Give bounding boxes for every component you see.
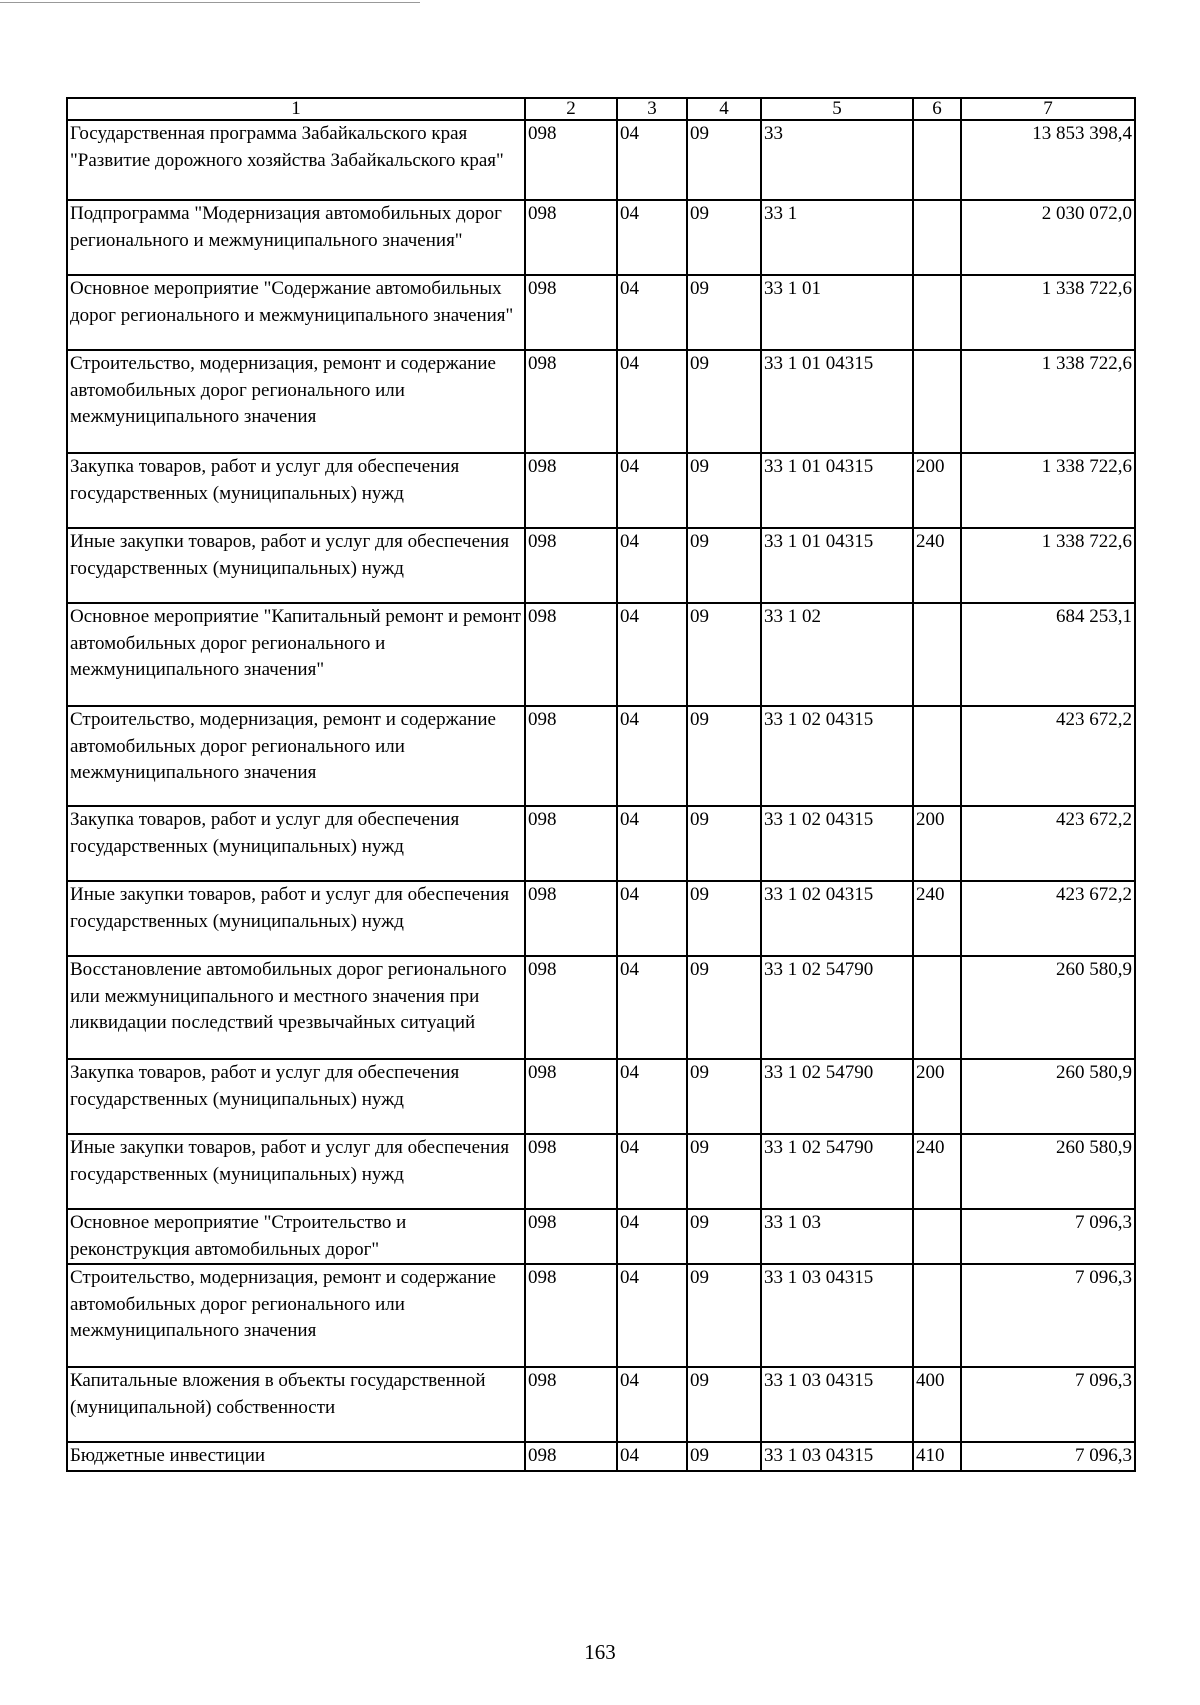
row-expense-type-code	[913, 956, 961, 1059]
row-section-code: 04	[617, 120, 687, 200]
header-col-7: 7	[961, 98, 1135, 120]
row-ved-code: 098	[525, 200, 617, 275]
header-col-6: 6	[913, 98, 961, 120]
row-amount: 260 580,9	[961, 1059, 1135, 1134]
row-expense-type-code: 240	[913, 1134, 961, 1209]
row-name: Иные закупки товаров, работ и услуг для обеспечения государственных (муниципальных) нужд	[67, 881, 525, 956]
row-target-code: 33 1 03 04315	[761, 1367, 913, 1442]
row-section-code: 04	[617, 706, 687, 806]
row-section-code: 04	[617, 1367, 687, 1442]
row-name: Основное мероприятие "Строительство и реконструкция автомобильных дорог"	[67, 1209, 525, 1264]
row-amount: 423 672,2	[961, 881, 1135, 956]
row-ved-code: 098	[525, 1367, 617, 1442]
row-name: Иные закупки товаров, работ и услуг для обеспечения государственных (муниципальных) нужд	[67, 1134, 525, 1209]
row-name: Закупка товаров, работ и услуг для обеспечения государственных (муниципальных) нужд	[67, 453, 525, 528]
row-section-code: 04	[617, 275, 687, 350]
row-section-code: 04	[617, 956, 687, 1059]
row-name: Строительство, модернизация, ремонт и содержание автомобильных дорог регионального или межмуниципального значения	[67, 706, 525, 806]
row-ved-code: 098	[525, 350, 617, 453]
row-amount: 7 096,3	[961, 1367, 1135, 1442]
table-row	[67, 528, 1135, 603]
row-amount: 260 580,9	[961, 1134, 1135, 1209]
table-row	[67, 1134, 1135, 1209]
row-expense-type-code: 200	[913, 1059, 961, 1134]
table-row	[67, 1442, 1135, 1471]
row-amount: 260 580,9	[961, 956, 1135, 1059]
row-amount: 7 096,3	[961, 1209, 1135, 1264]
row-section-code: 04	[617, 806, 687, 881]
row-section-code: 04	[617, 453, 687, 528]
row-target-code: 33	[761, 120, 913, 200]
row-ved-code: 098	[525, 1264, 617, 1367]
header-row	[67, 98, 1135, 120]
row-expense-type-code	[913, 1264, 961, 1367]
row-ved-code: 098	[525, 1059, 617, 1134]
header-col-5: 5	[761, 98, 913, 120]
row-name: Основное мероприятие "Капитальный ремонт и ремонт автомобильных дорог регионального и межмуниципального значения"	[67, 603, 525, 706]
row-name: Строительство, модернизация, ремонт и содержание автомобильных дорог регионального или межмуниципального значения	[67, 350, 525, 453]
row-target-code: 33 1 01 04315	[761, 453, 913, 528]
row-expense-type-code: 200	[913, 806, 961, 881]
row-target-code: 33 1 02 04315	[761, 806, 913, 881]
row-amount: 1 338 722,6	[961, 528, 1135, 603]
row-section-code: 04	[617, 1134, 687, 1209]
scan-edge-line	[0, 2, 420, 3]
row-target-code: 33 1 03	[761, 1209, 913, 1264]
row-name: Государственная программа Забайкальского края "Развитие дорожного хозяйства Забайкальского края"	[67, 120, 525, 200]
table-row	[67, 603, 1135, 706]
row-expense-type-code	[913, 275, 961, 350]
row-name: Основное мероприятие "Содержание автомобильных дорог регионального и межмуниципального значения"	[67, 275, 525, 350]
header-col-4: 4	[687, 98, 761, 120]
table-row	[67, 806, 1135, 881]
table-row	[67, 200, 1135, 275]
row-ved-code: 098	[525, 806, 617, 881]
row-subsection-code: 09	[687, 956, 761, 1059]
row-expense-type-code	[913, 706, 961, 806]
row-target-code: 33 1 01 04315	[761, 528, 913, 603]
row-section-code: 04	[617, 528, 687, 603]
page-number: 163	[584, 1640, 616, 1664]
row-subsection-code: 09	[687, 350, 761, 453]
row-subsection-code: 09	[687, 1209, 761, 1264]
table-row	[67, 120, 1135, 200]
row-ved-code: 098	[525, 1134, 617, 1209]
row-amount: 13 853 398,4	[961, 120, 1135, 200]
row-amount: 423 672,2	[961, 706, 1135, 806]
row-section-code: 04	[617, 350, 687, 453]
row-amount: 1 338 722,6	[961, 453, 1135, 528]
row-section-code: 04	[617, 1059, 687, 1134]
header-col-3: 3	[617, 98, 687, 120]
row-target-code: 33 1 03 04315	[761, 1264, 913, 1367]
row-subsection-code: 09	[687, 1059, 761, 1134]
row-section-code: 04	[617, 1209, 687, 1264]
table-row	[67, 956, 1135, 1059]
row-name: Подпрограмма "Модернизация автомобильных дорог регионального и межмуниципального значения"	[67, 200, 525, 275]
row-target-code: 33 1 02 04315	[761, 706, 913, 806]
row-expense-type-code	[913, 603, 961, 706]
row-target-code: 33 1 01	[761, 275, 913, 350]
row-section-code: 04	[617, 1264, 687, 1367]
table-row	[67, 1059, 1135, 1134]
row-subsection-code: 09	[687, 706, 761, 806]
row-section-code: 04	[617, 603, 687, 706]
row-name: Капитальные вложения в объекты государственной (муниципальной) собственности	[67, 1367, 525, 1442]
row-ved-code: 098	[525, 956, 617, 1059]
row-amount: 2 030 072,0	[961, 200, 1135, 275]
row-ved-code: 098	[525, 706, 617, 806]
row-ved-code: 098	[525, 453, 617, 528]
row-expense-type-code	[913, 350, 961, 453]
row-ved-code: 098	[525, 528, 617, 603]
budget-table	[66, 97, 1136, 1472]
row-section-code: 04	[617, 200, 687, 275]
header-col-1: 1	[67, 98, 525, 120]
row-target-code: 33 1	[761, 200, 913, 275]
row-target-code: 33 1 02 54790	[761, 1059, 913, 1134]
row-amount: 7 096,3	[961, 1264, 1135, 1367]
table-row	[67, 453, 1135, 528]
row-expense-type-code	[913, 200, 961, 275]
row-ved-code: 098	[525, 1442, 617, 1471]
row-subsection-code: 09	[687, 881, 761, 956]
row-subsection-code: 09	[687, 1442, 761, 1471]
row-subsection-code: 09	[687, 453, 761, 528]
row-subsection-code: 09	[687, 200, 761, 275]
row-target-code: 33 1 02	[761, 603, 913, 706]
row-subsection-code: 09	[687, 120, 761, 200]
table-row	[67, 1264, 1135, 1367]
row-ved-code: 098	[525, 275, 617, 350]
row-amount: 7 096,3	[961, 1442, 1135, 1471]
row-expense-type-code: 240	[913, 881, 961, 956]
row-subsection-code: 09	[687, 1134, 761, 1209]
row-target-code: 33 1 02 54790	[761, 1134, 913, 1209]
row-name: Строительство, модернизация, ремонт и содержание автомобильных дорог регионального или межмуниципального значения	[67, 1264, 525, 1367]
row-expense-type-code	[913, 1209, 961, 1264]
row-subsection-code: 09	[687, 528, 761, 603]
table-row	[67, 1367, 1135, 1442]
row-section-code: 04	[617, 1442, 687, 1471]
row-ved-code: 098	[525, 603, 617, 706]
table-row	[67, 350, 1135, 453]
row-target-code: 33 1 02 54790	[761, 956, 913, 1059]
row-expense-type-code: 200	[913, 453, 961, 528]
table-row	[67, 275, 1135, 350]
row-target-code: 33 1 01 04315	[761, 350, 913, 453]
row-subsection-code: 09	[687, 806, 761, 881]
row-name: Восстановление автомобильных дорог регионального или межмуниципального и местного значения при ликвидации последствий чрезвычайных ситуаций	[67, 956, 525, 1059]
row-target-code: 33 1 03 04315	[761, 1442, 913, 1471]
row-ved-code: 098	[525, 881, 617, 956]
row-expense-type-code: 400	[913, 1367, 961, 1442]
row-subsection-code: 09	[687, 603, 761, 706]
row-expense-type-code: 410	[913, 1442, 961, 1471]
row-ved-code: 098	[525, 120, 617, 200]
row-expense-type-code	[913, 120, 961, 200]
row-amount: 423 672,2	[961, 806, 1135, 881]
row-target-code: 33 1 02 04315	[761, 881, 913, 956]
row-name: Закупка товаров, работ и услуг для обеспечения государственных (муниципальных) нужд	[67, 1059, 525, 1134]
row-subsection-code: 09	[687, 1367, 761, 1442]
row-name: Иные закупки товаров, работ и услуг для обеспечения государственных (муниципальных) нужд	[67, 528, 525, 603]
header-col-2: 2	[525, 98, 617, 120]
table-row	[67, 1209, 1135, 1264]
row-subsection-code: 09	[687, 275, 761, 350]
row-amount: 1 338 722,6	[961, 275, 1135, 350]
row-amount: 684 253,1	[961, 603, 1135, 706]
row-subsection-code: 09	[687, 1264, 761, 1367]
row-amount: 1 338 722,6	[961, 350, 1135, 453]
row-name: Бюджетные инвестиции	[67, 1442, 525, 1471]
row-section-code: 04	[617, 881, 687, 956]
row-ved-code: 098	[525, 1209, 617, 1264]
row-expense-type-code: 240	[913, 528, 961, 603]
table-row	[67, 881, 1135, 956]
row-name: Закупка товаров, работ и услуг для обеспечения государственных (муниципальных) нужд	[67, 806, 525, 881]
table-row	[67, 706, 1135, 806]
